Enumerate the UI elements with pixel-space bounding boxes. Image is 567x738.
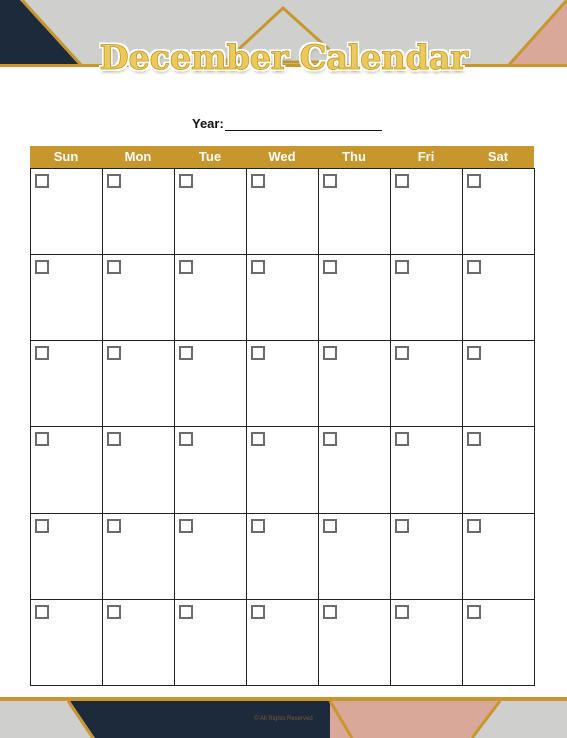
calendar-day-cell[interactable] [103, 427, 175, 513]
weekday-header [30, 146, 534, 168]
day-checkbox[interactable] [323, 432, 337, 446]
calendar-day-cell[interactable] [247, 169, 319, 255]
calendar-day-cell[interactable] [463, 427, 535, 513]
day-checkbox[interactable] [179, 260, 193, 274]
calendar-day-cell[interactable] [175, 514, 247, 600]
calendar-day-cell[interactable] [319, 169, 391, 255]
page-title: December Calendar [99, 38, 468, 78]
day-checkbox[interactable] [251, 519, 265, 533]
calendar-day-cell[interactable] [319, 255, 391, 341]
calendar-day-cell[interactable] [247, 600, 319, 686]
calendar-day-cell[interactable] [391, 341, 463, 427]
day-checkbox[interactable] [395, 346, 409, 360]
calendar-day-cell[interactable] [103, 600, 175, 686]
day-checkbox[interactable] [323, 174, 337, 188]
day-checkbox[interactable] [323, 519, 337, 533]
day-checkbox[interactable] [251, 260, 265, 274]
day-checkbox[interactable] [179, 519, 193, 533]
day-checkbox[interactable] [395, 174, 409, 188]
day-checkbox[interactable] [323, 346, 337, 360]
day-checkbox[interactable] [395, 605, 409, 619]
calendar-day-cell[interactable] [31, 514, 103, 600]
calendar-day-cell[interactable] [175, 169, 247, 255]
calendar-day-cell[interactable] [103, 255, 175, 341]
calendar-day-cell[interactable] [31, 341, 103, 427]
day-checkbox[interactable] [107, 260, 121, 274]
day-checkbox[interactable] [395, 519, 409, 533]
calendar-day-cell[interactable] [31, 169, 103, 255]
calendar-day-cell[interactable] [175, 341, 247, 427]
day-wed: Wed [268, 149, 296, 164]
day-checkbox[interactable] [467, 346, 481, 360]
day-checkbox[interactable] [107, 432, 121, 446]
calendar-day-cell[interactable] [31, 600, 103, 686]
calendar-day-cell[interactable] [103, 169, 175, 255]
day-checkbox[interactable] [107, 605, 121, 619]
calendar-day-cell[interactable] [319, 427, 391, 513]
calendar-day-cell[interactable] [175, 427, 247, 513]
calendar-day-cell[interactable] [391, 600, 463, 686]
calendar-day-cell[interactable] [247, 514, 319, 600]
calendar-day-cell[interactable] [247, 341, 319, 427]
day-checkbox[interactable] [323, 260, 337, 274]
day-thu: Thu [342, 149, 366, 164]
day-checkbox[interactable] [179, 174, 193, 188]
day-checkbox[interactable] [467, 260, 481, 274]
calendar-day-cell[interactable] [463, 600, 535, 686]
day-checkbox[interactable] [467, 605, 481, 619]
day-sun: Sun [53, 149, 79, 164]
calendar-day-cell[interactable] [31, 255, 103, 341]
day-checkbox[interactable] [179, 605, 193, 619]
calendar-day-cell[interactable] [463, 514, 535, 600]
calendar-day-cell[interactable] [391, 514, 463, 600]
calendar-day-cell[interactable] [319, 341, 391, 427]
calendar-day-cell[interactable] [463, 169, 535, 255]
day-checkbox[interactable] [323, 605, 337, 619]
day-checkbox[interactable] [251, 174, 265, 188]
day-checkbox[interactable] [179, 346, 193, 360]
copyright-text: © All Rights Reserved [254, 716, 313, 722]
year-input-line[interactable] [225, 116, 382, 131]
day-checkbox[interactable] [179, 432, 193, 446]
calendar-day-cell[interactable] [319, 514, 391, 600]
day-checkbox[interactable] [107, 519, 121, 533]
year-label: Year: [192, 116, 224, 131]
day-checkbox[interactable] [467, 174, 481, 188]
day-checkbox[interactable] [35, 260, 49, 274]
calendar-day-cell[interactable] [391, 169, 463, 255]
day-checkbox[interactable] [35, 605, 49, 619]
calendar-day-cell[interactable] [175, 600, 247, 686]
calendar-grid [30, 168, 535, 686]
day-checkbox[interactable] [35, 174, 49, 188]
day-fri: Fri [417, 149, 435, 164]
day-checkbox[interactable] [395, 260, 409, 274]
day-mon: Mon [124, 149, 152, 164]
calendar-day-cell[interactable] [391, 255, 463, 341]
day-sat: Sat [487, 149, 509, 164]
day-checkbox[interactable] [107, 346, 121, 360]
calendar-day-cell[interactable] [463, 255, 535, 341]
day-checkbox[interactable] [35, 519, 49, 533]
calendar-day-cell[interactable] [175, 255, 247, 341]
calendar-day-cell[interactable] [103, 341, 175, 427]
calendar-day-cell[interactable] [463, 341, 535, 427]
day-checkbox[interactable] [251, 605, 265, 619]
calendar-day-cell[interactable] [103, 514, 175, 600]
day-checkbox[interactable] [251, 346, 265, 360]
day-checkbox[interactable] [467, 432, 481, 446]
calendar-day-cell[interactable] [247, 427, 319, 513]
calendar-day-cell[interactable] [391, 427, 463, 513]
day-checkbox[interactable] [35, 346, 49, 360]
day-tue: Tue [198, 149, 222, 164]
day-checkbox[interactable] [35, 432, 49, 446]
year-field[interactable] [192, 113, 382, 131]
calendar-day-cell[interactable] [247, 255, 319, 341]
calendar-day-cell[interactable] [319, 600, 391, 686]
day-checkbox[interactable] [467, 519, 481, 533]
day-checkbox[interactable] [251, 432, 265, 446]
calendar-day-cell[interactable] [31, 427, 103, 513]
day-checkbox[interactable] [395, 432, 409, 446]
day-checkbox[interactable] [107, 174, 121, 188]
